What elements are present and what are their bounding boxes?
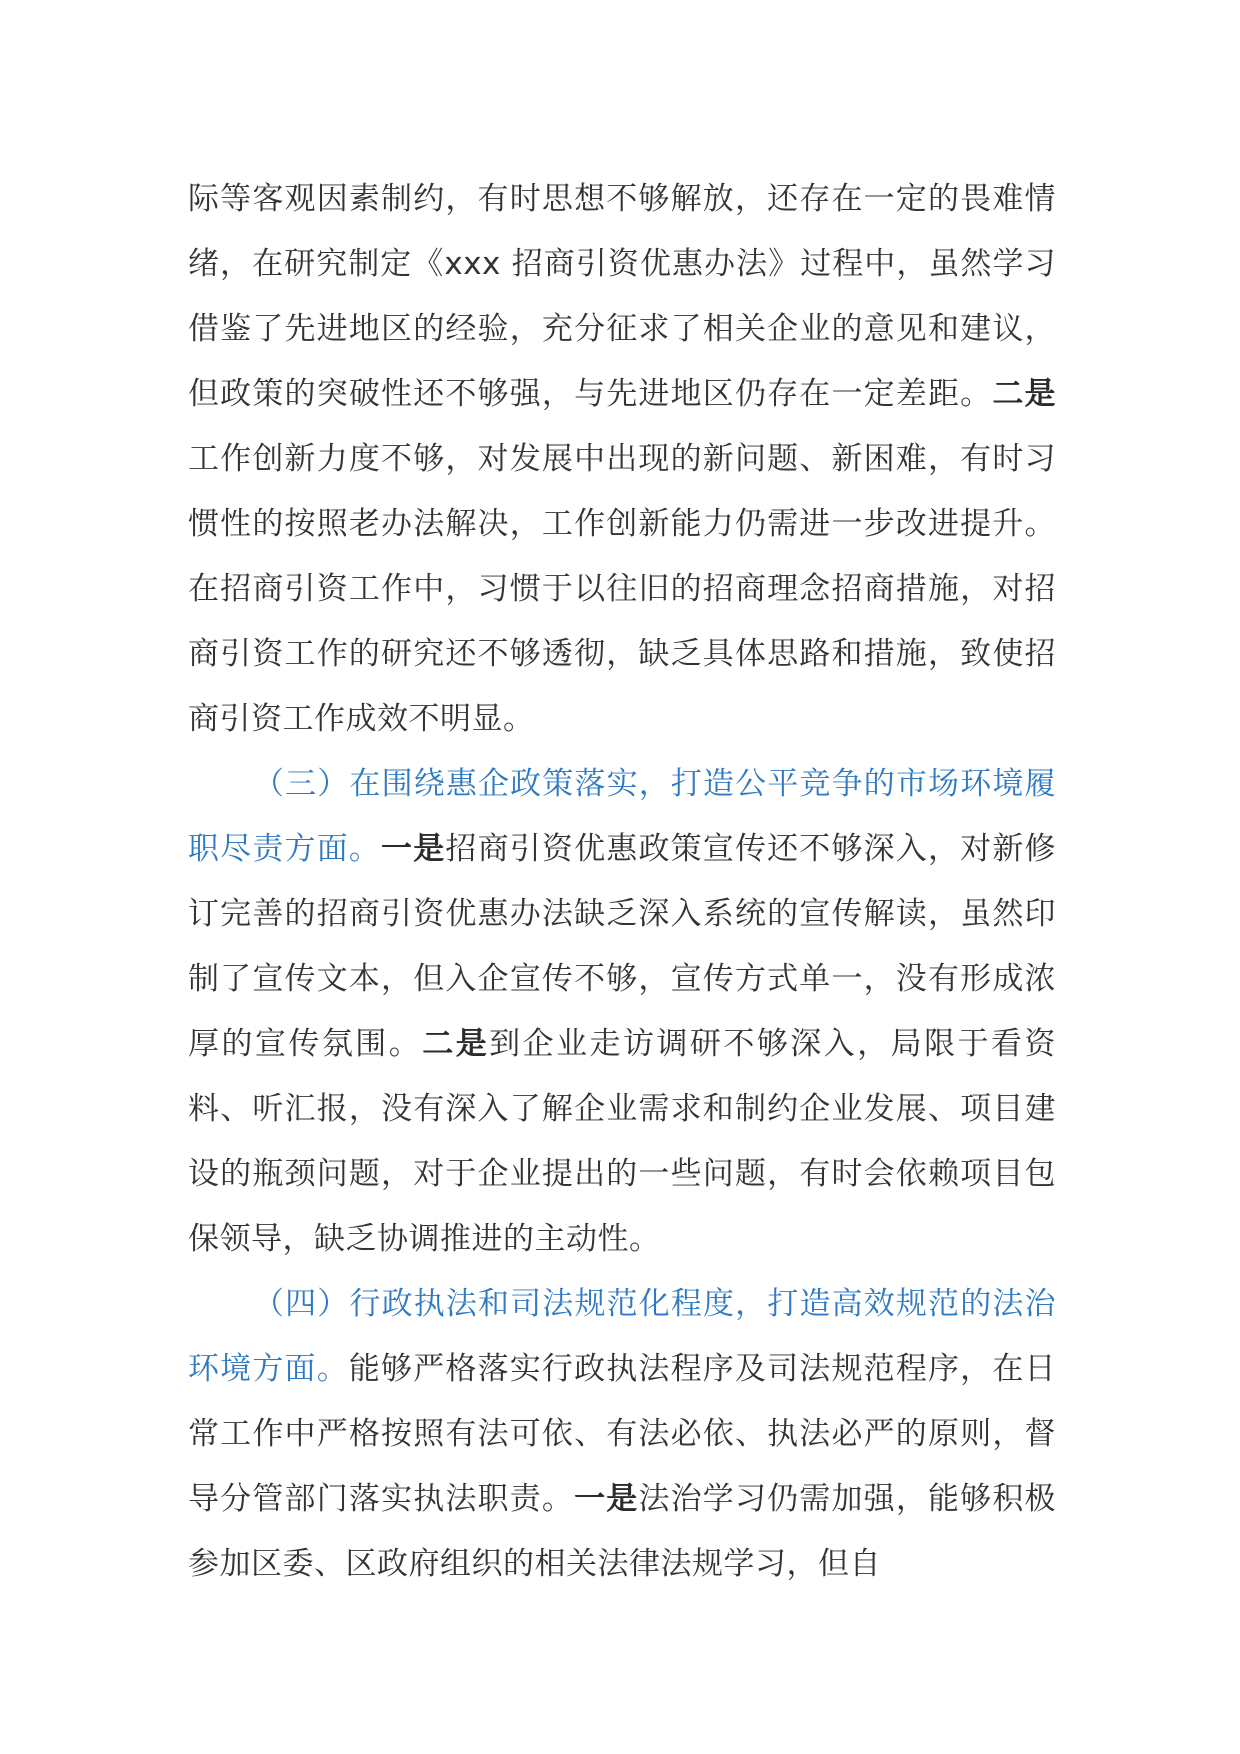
paragraph-3-point-one: 一是 [574, 1481, 639, 1517]
paragraph-3 [188, 1272, 1056, 1597]
section-heading-3: （三）在围绕惠企政策落实，打造公平竞争的市场环境履职尽责方面。 [188, 766, 1056, 867]
paragraph-1-point-two: 二是 [992, 376, 1057, 412]
document-page [188, 167, 1056, 1597]
paragraph-2-text-a: 招商引资优惠政策宣传还不够深入，对新修订完善的招商引资优惠办法缺乏深入系统的宣传解读，虽然印制了宣传文本，但入企宣传不够，宣传方式单一，没有形成浓厚的宣传氛围。 [188, 831, 1057, 1062]
paragraph-3-text-b: 法治学习仍需加强，能够积极参加区委、区政府组织的相关法律法规学习，但自 [188, 1481, 1057, 1582]
paragraph-2-point-two: 二是 [422, 1026, 490, 1062]
section-heading-4: （四）行政执法和司法规范化程度，打造高效规范的法治环境方面。 [188, 1286, 1056, 1387]
paragraph-1-text-b: 工作创新力度不够，对发展中出现的新问题、新困难，有时习惯性的按照老办法解决，工作创新能力仍需进一步改进提升。在招商引资工作中，习惯于以往旧的招商理念招商措施，对招商引资工作的研究还不够透彻，缺乏具体思路和措施，致使招商引资工作成效不明显。 [188, 441, 1056, 737]
paragraph-2 [188, 752, 1056, 1272]
paragraph-1-text-a: 际等客观因素制约，有时思想不够解放，还存在一定的畏难情绪，在研究制定《xxx 招商引资优惠办法》过程中，虽然学习借鉴了先进地区的经验，充分征求了相关企业的意见和建议，但政策的突破性还不够强，与先进地区仍存在一定差距。 [188, 181, 1056, 412]
paragraph-2-point-one: 一是 [381, 831, 446, 867]
paragraph-1 [188, 167, 1056, 752]
paragraph-3-text-a: 能够严格落实行政执法程序及司法规范程序，在日常工作中严格按照有法可依、有法必依、执法必严的原则，督导分管部门落实执法职责。 [188, 1351, 1057, 1517]
paragraph-2-text-b: 到企业走访调研不够深入，局限于看资料、听汇报，没有深入了解企业需求和制约企业发展、项目建设的瓶颈问题，对于企业提出的一些问题，有时会依赖项目包保领导，缺乏协调推进的主动性。 [188, 1026, 1057, 1257]
